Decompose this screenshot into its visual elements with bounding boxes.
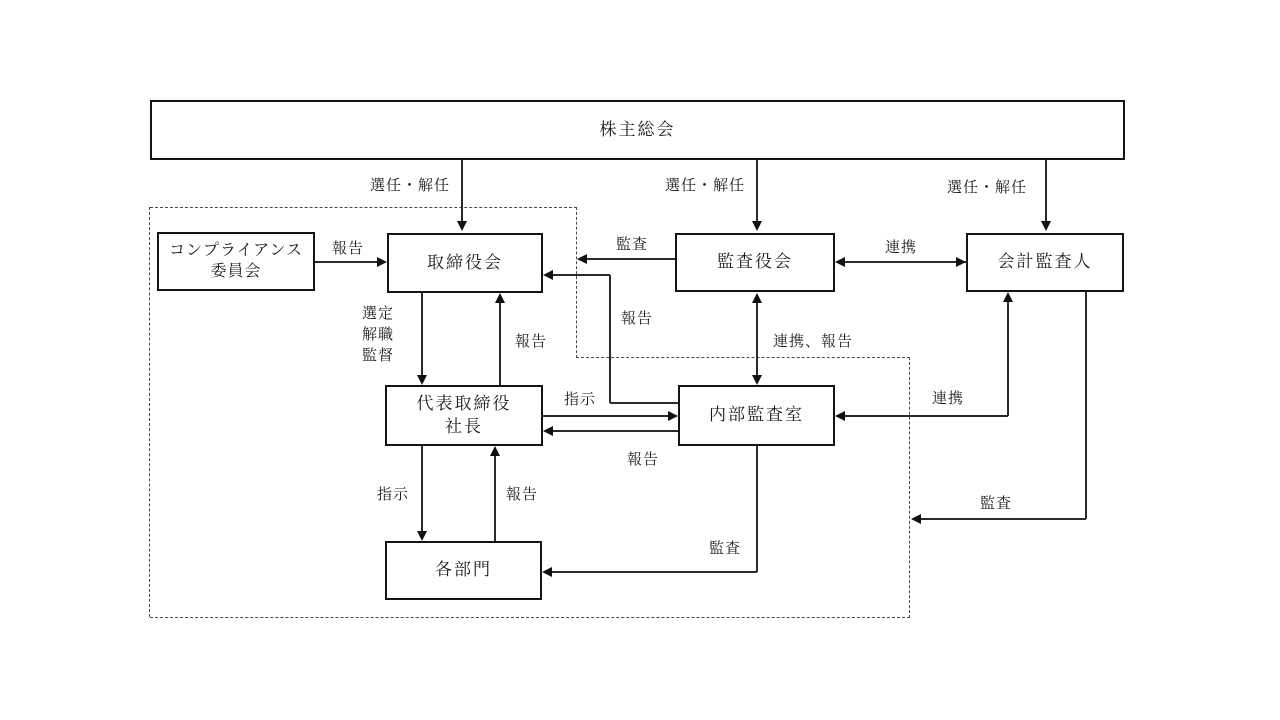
- edge-label-select-dismiss-supervise: [361, 303, 395, 366]
- node-shareholders-meeting-label: 株主総会: [599, 119, 676, 139]
- edge-label-accounting-audit: 監査: [979, 492, 1013, 513]
- node-president-line2: 社長: [445, 416, 483, 436]
- edge-president-report-board-line: [499, 302, 501, 385]
- edge-appoint-board-line: [461, 160, 463, 224]
- edge-auditors-accounting-line: [844, 261, 967, 263]
- arrowhead-left-icon: [835, 257, 845, 267]
- edge-label-select: 選定: [362, 305, 395, 322]
- node-accounting-auditor: [966, 233, 1124, 292]
- edge-label-appoint-dismiss-auditors: 選任・解任: [664, 174, 746, 195]
- dashed-boundary-bottom: [150, 617, 910, 618]
- arrowhead-left-icon: [542, 567, 552, 577]
- arrowhead-down-icon: [417, 375, 427, 385]
- edge-auditors-audit-line: [581, 258, 675, 260]
- edge-label-cooperation-report: 連携、報告: [772, 330, 854, 351]
- node-board-of-directors: [387, 233, 543, 293]
- edge-label-president-report-board: 報告: [514, 330, 548, 351]
- edge-internal-report-board-line: [553, 274, 610, 276]
- edge-board-president-line: [421, 293, 423, 376]
- dashed-boundary-right: [909, 357, 910, 618]
- node-compliance-committee-line2: 委員会: [210, 262, 262, 280]
- arrowhead-up-icon: [495, 293, 505, 303]
- arrowhead-up-icon: [1003, 292, 1013, 302]
- edge-label-departments-report: 報告: [505, 483, 539, 504]
- arrowhead-down-icon: [752, 221, 762, 231]
- edge-label-supervise: 監督: [362, 347, 395, 364]
- edge-appoint-accounting-line: [1045, 160, 1047, 224]
- arrowhead-up-icon: [490, 446, 500, 456]
- dashed-boundary-notch-horizontal: [576, 357, 910, 358]
- node-shareholders-meeting: [150, 100, 1125, 160]
- edge-label-internal-accounting-cooperation: 連携: [931, 387, 965, 408]
- edge-internal-accounting-line: [844, 415, 1008, 417]
- node-president-line1: 代表取締役: [416, 394, 512, 414]
- node-board-of-auditors-label: 監査役会: [717, 252, 793, 272]
- node-internal-audit-office-label: 内部監査室: [709, 405, 804, 425]
- edge-label-dismiss: 解職: [362, 326, 395, 343]
- arrowhead-down-icon: [752, 375, 762, 385]
- node-board-of-directors-label: 取締役会: [427, 252, 503, 272]
- arrowhead-right-icon: [668, 411, 678, 421]
- edge-internal-accounting-line: [1007, 301, 1009, 416]
- edge-label-appoint-dismiss-board: 選任・解任: [369, 174, 451, 195]
- edge-label-auditors-accounting-cooperation: 連携: [884, 236, 918, 257]
- edge-label-appoint-dismiss-accounting: 選任・解任: [946, 176, 1028, 197]
- edge-internal-audit-departments-line: [756, 446, 758, 572]
- arrowhead-down-icon: [457, 221, 467, 231]
- edge-accounting-audit-line: [921, 518, 1086, 520]
- node-departments: [385, 541, 542, 600]
- arrowhead-down-icon: [417, 531, 427, 541]
- arrowhead-down-icon: [1041, 221, 1051, 231]
- edge-label-auditors-audit: 監査: [615, 233, 649, 254]
- edge-label-instruct-internal: 指示: [563, 388, 597, 409]
- node-departments-label: 各部門: [435, 560, 492, 580]
- edge-label-instruct-departments: 指示: [376, 483, 410, 504]
- arrowhead-left-icon: [835, 411, 845, 421]
- node-board-of-auditors: [675, 233, 835, 292]
- node-compliance-committee: [157, 232, 315, 291]
- arrowhead-right-icon: [956, 257, 966, 267]
- arrowhead-left-icon: [543, 426, 553, 436]
- arrowhead-right-icon: [377, 257, 387, 267]
- dashed-boundary-left: [149, 207, 150, 617]
- edge-internal-audit-departments-line: [551, 571, 757, 573]
- node-accounting-auditor-label: 会計監査人: [997, 252, 1093, 272]
- edge-internal-report-board-line: [609, 275, 611, 403]
- edge-departments-report-line: [494, 455, 496, 541]
- arrowhead-left-icon: [911, 514, 921, 524]
- edge-label-internal-audit-departments: 監査: [708, 537, 742, 558]
- dashed-boundary-notch-vertical: [576, 207, 577, 358]
- edge-label-internal-report-president: 報告: [626, 448, 660, 469]
- arrowhead-up-icon: [752, 293, 762, 303]
- edge-label-internal-report-board: 報告: [620, 307, 654, 328]
- node-president: [385, 385, 543, 446]
- edge-accounting-audit-line: [1085, 292, 1087, 519]
- edge-internal-report-board-line: [610, 402, 678, 404]
- edge-internal-report-president-line: [552, 430, 678, 432]
- arrowhead-left-icon: [543, 270, 553, 280]
- edge-label-compliance-report: 報告: [331, 237, 365, 258]
- node-compliance-committee-line1: コンプライアンス: [169, 241, 303, 259]
- dashed-boundary-top: [150, 207, 577, 208]
- arrowhead-left-icon: [577, 254, 587, 264]
- edge-appoint-auditors-line: [756, 160, 758, 224]
- node-internal-audit-office: [678, 385, 835, 446]
- edge-auditors-internal-line: [756, 302, 758, 376]
- edge-president-instruct-departments-line: [421, 446, 423, 532]
- edge-compliance-report-line: [315, 261, 379, 263]
- edge-president-instruct-internal-line: [543, 415, 669, 417]
